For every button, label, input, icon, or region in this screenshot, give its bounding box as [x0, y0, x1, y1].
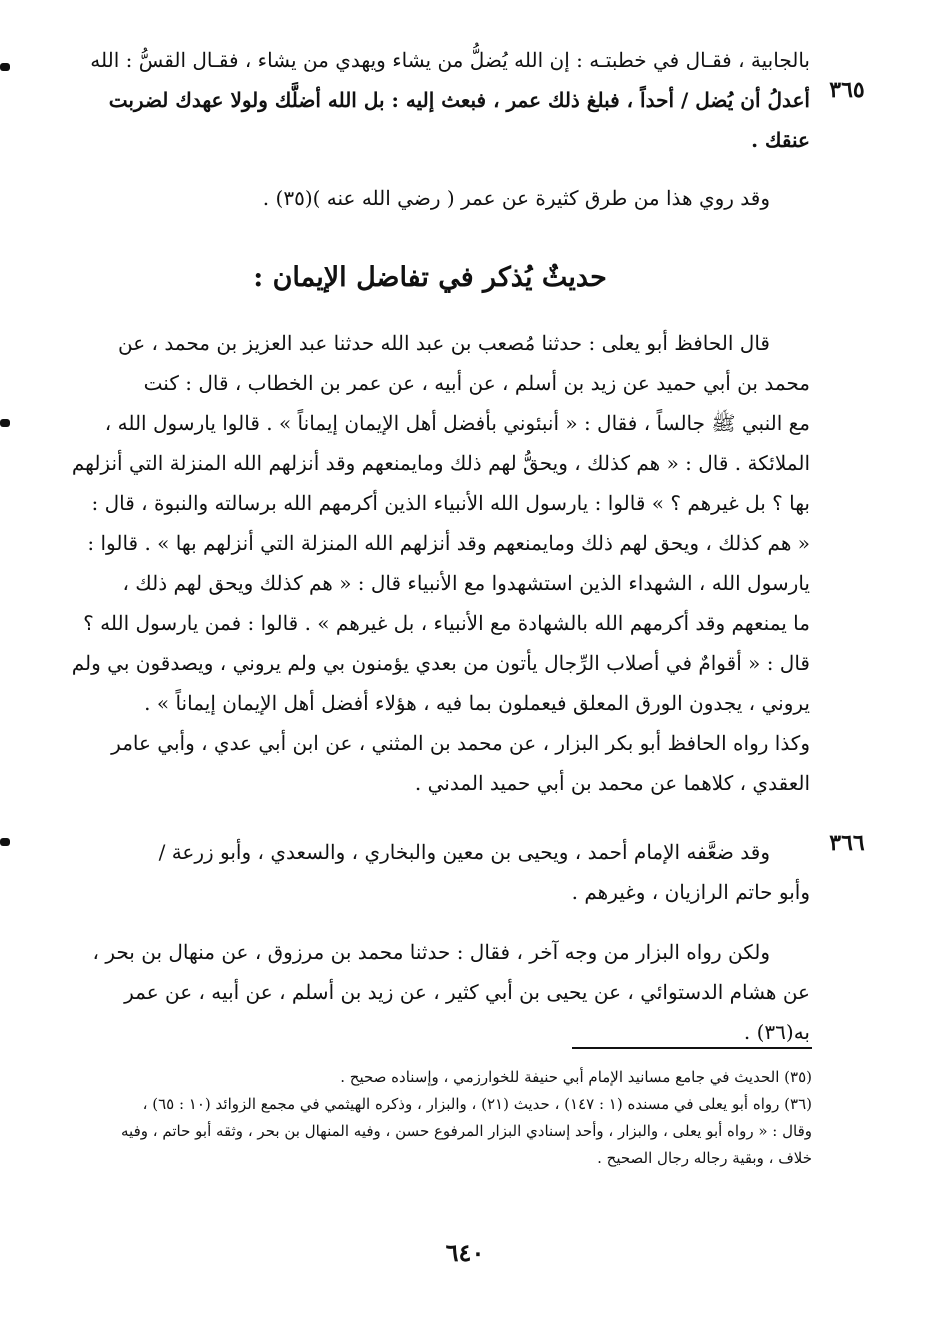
text-line: العقدي ، كلاهما عن محمد بن أبي حميد المدني .	[414, 771, 810, 795]
text-line: يارسول الله ، الشهداء الذين استشهدوا مع الأنبياء قال : « هم كذلك ويحق لهم ذلك ،	[122, 571, 810, 595]
text-line: ولكن رواه البزار من وجه آخر ، فقال : حدثنا محمد بن مرزوق ، عن منهال بن بحر ،	[92, 940, 770, 964]
text-line: عنقك .	[751, 128, 810, 152]
edge-mark-middle	[0, 419, 10, 427]
margin-number-365: ٣٦٥	[829, 77, 865, 103]
footnote-36-line: وقال : « رواه أبو يعلى ، والبزار ، وأحد إسنادي البزار المرفوع حسن ، وفيه المنهال بن بحر ، وثقه أبو حاتم ، وفيه	[121, 1122, 812, 1140]
text-line: « هم كذلك ، ويحق لهم ذلك ومايمنعهم وقد أنزلهم الله المنزلة التي أنزلهم بها » . قالوا :	[87, 531, 810, 555]
footnote-divider	[572, 1047, 812, 1049]
hadith-paragraph	[50, 323, 810, 803]
text-line: وقد روي هذا من طرق كثيرة عن عمر ( رضي الله عنه )(٣٥) .	[262, 186, 770, 210]
footnote-36-line: (٣٦) رواه أبو يعلى في مسنده (١ : ١٤٧) ، حديث (٢١) ، والبزار ، وذكره الهيثمي في مجمع الزوائد (١٠ : ٦٥) ،	[142, 1095, 812, 1113]
text-line: أعدلُ أن يُضل / أحداً ، فبلغ ذلك عمر ، فبعث إليه : بل الله أضلَّك ولولا عهدك لضربت	[108, 88, 810, 112]
weakness-paragraph	[50, 832, 810, 912]
text-line: بالجابية ، فقـال في خطبتـه : إن الله يُضلُّ من يشاء ويهدي من يشاء ، فقـال القسُّ : الله	[90, 48, 810, 72]
text-line: ما يمنعهم وقد أكرمهم الله بالشهادة مع الأنبياء ، بل غيرهم » . قالوا : فمن يارسول الله ؟	[83, 611, 810, 635]
text-line: به(٣٦) .	[743, 1020, 810, 1044]
text-line: وكذا رواه الحافظ أبو بكر البزار ، عن محمد بن المثني ، عن ابن أبي عدي ، وأبي عامر	[111, 731, 810, 755]
footnote-35: (٣٥) الحديث في جامع مسانيد الإمام أبي حنيفة للخوارزمي ، وإسناده صحيح .	[340, 1068, 812, 1086]
text-line: بها ؟ بل غيرهم ؟ » قالوا : يارسول الله الأنبياء الذين أكرمهم الله برسالته والنبوة ، قال :	[91, 491, 810, 515]
footnotes	[50, 1064, 812, 1172]
text-line: قال الحافظ أبو يعلى : حدثنا مُصعب بن عبد الله حدثنا عبد العزيز بن محمد ، عن	[117, 331, 770, 355]
footnote-36-line: خلاف ، وبقية رجاله رجال الصحيح .	[597, 1149, 812, 1167]
text-line: الملائكة . قال : « هم كذلك ، ويحقُّ لهم ذلك ومايمنعهم وقد أنزلهم الله المنزلة التي أنزلهم	[71, 451, 810, 475]
text-line: مع النبي ﷺ جالساً ، فقال : « أنبئوني بأفضل أهل الإيمان إيماناً » . قالوا يارسول الله ،	[104, 411, 810, 435]
text-line: وقد ضعَّفه الإمام أحمد ، ويحيى بن معين والبخاري ، والسعدي ، وأبو زرعة /	[158, 840, 770, 864]
text-line: محمد بن أبي حميد عن زيد بن أسلم ، عن أبيه ، عن عمر بن الخطاب ، قال : كنت	[143, 371, 810, 395]
top-passage	[50, 40, 810, 160]
text-line: عن هشام الدستوائي ، عن يحيى بن أبي كثير ، عن زيد بن أسلم ، عن أبيه ، عن عمر	[124, 980, 810, 1004]
page-number: ٦٤٠	[445, 1238, 485, 1267]
narration-note	[50, 178, 810, 218]
edge-mark-lower	[0, 838, 10, 846]
section-heading: حديثٌ يُذكر في تفاضل الإيمان :	[253, 262, 607, 293]
other-route-paragraph	[50, 932, 810, 1052]
text-line: قال : « أقوامٌ في أصلاب الرِّجال يأتون من بعدي يؤمنون بي ولم يروني ، ويصدقون بي ولم	[71, 651, 810, 675]
text-line: يروني ، يجدون الورق المعلق فيعملون بما فيه ، هؤلاء أفضل أهل الإيمان إيماناً » .	[144, 691, 810, 715]
text-line: وأبو حاتم الرازيان ، وغيرهم .	[571, 880, 810, 904]
margin-number-366: ٣٦٦	[829, 830, 865, 856]
edge-mark-top	[0, 63, 10, 71]
